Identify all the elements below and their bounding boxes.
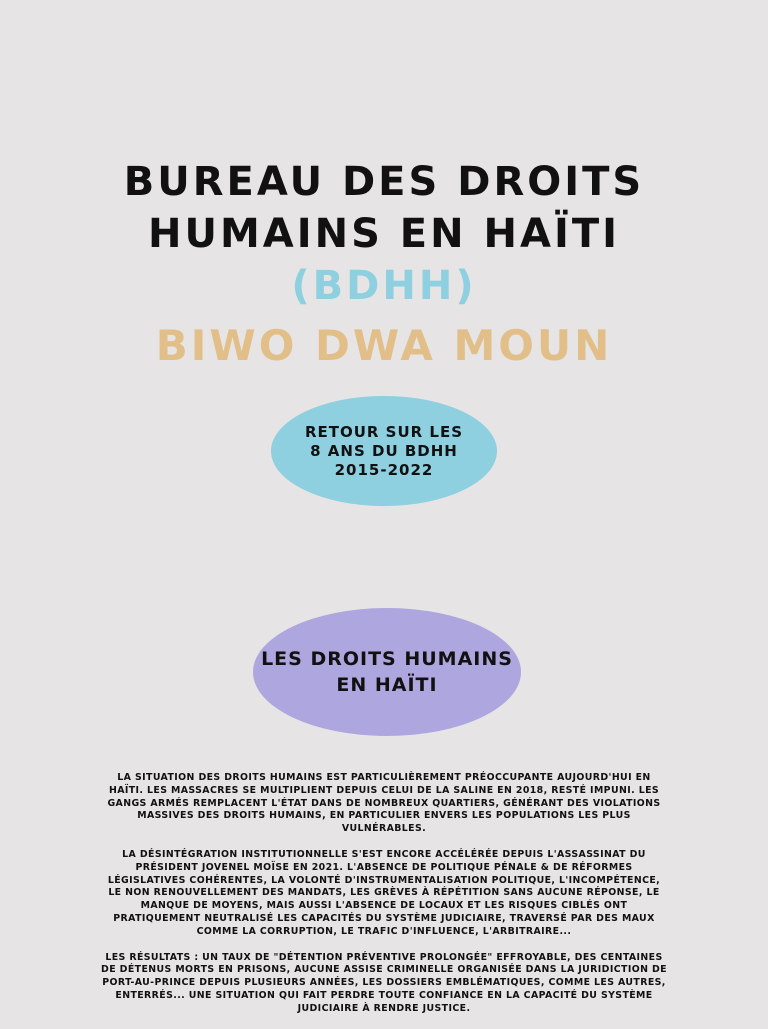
- body-text: [100, 772, 668, 1029]
- title-kreyol: BIWO DWA MOUN: [155, 321, 613, 370]
- retour-badge: [271, 396, 497, 506]
- title-line-2: HUMAINS EN HAÏTI: [147, 211, 621, 257]
- page-title: [0, 156, 768, 374]
- paragraph-desintegration: LA DÉSINTÉGRATION INSTITUTIONNELLE S'EST ENCORE ACCÉLÉRÉE DEPUIS L'ASSASSINAT DU PRÉSIDENT JOVENEL MOÏSE EN 2021. L'ABSENCE DE POLITIQUE PÉNALE & DE RÉFORMES LÉGISLATIVES COHÉRENTES, LA VOLONTÉ D'INSTRUMENTALISATION POLITIQUE, L'INCOMPÉTENCE, LE NON RENOUVELLEMENT DES MANDATS, LES GRÈVES À RÉPÉTITION SANS AUCUNE RÉPONSE, LE MANQUE DE MOYENS, MAIS AUSSI L'ABSENCE DE LOCAUX ET LES RISQUES CIBLÉS ONT PRATIQUEMENT NEUTRALISÉ LES CAPACITÉS DU SYSTÈME JUDICIAIRE, TRAVERSÉ PAR DES MAUX COMME LA CORRUPTION, LE TRAFIC D'INFLUENCE, L'ARBITRAIRE...: [107, 848, 661, 937]
- title-line-1: BUREAU DES DROITS: [123, 159, 645, 205]
- paragraph-situation: LA SITUATION DES DROITS HUMAINS EST PARTICULIÈREMENT PRÉOCCUPANTE AUJOURD'HUI EN HAÏTI. LES MASSACRES SE MULTIPLIENT DEPUIS CELUI DE LA SALINE EN 2018, RESTÉ IMPUNI. LES GANGS ARMÉS REMPLACENT L'ÉTAT DANS DE NOMBREUX QUARTIERS, GÉNÉRANT DES VIOLATIONS MASSIVES DES DROITS HUMAINS, EN PARTICULIER ENVERS LES POPULATIONS LES PLUS VULNÉRABLES.: [107, 772, 661, 835]
- retour-line-3: 2015-2022: [334, 460, 434, 479]
- droits-line-2: EN HAÏTI: [336, 674, 438, 696]
- retour-line-1: RETOUR SUR LES: [304, 422, 464, 441]
- droits-humains-badge: [253, 608, 521, 736]
- droits-line-1: LES DROITS HUMAINS: [261, 648, 513, 670]
- title-acronym: (BDHH): [291, 263, 477, 309]
- retour-line-2: 8 ANS DU BDHH: [310, 441, 458, 460]
- paragraph-resultats: LES RÉSULTATS : UN TAUX DE "DÉTENTION PRÉVENTIVE PROLONGÉE" EFFROYABLE, DES CENTAINES DE DÉTENUS MORTS EN PRISONS, AUCUNE ASSISE CRIMINELLE ORGANISÉE DANS LA JURIDICTION DE PORT-AU-PRINCE DEPUIS PLUSIEURS ANNÉES, LES DOSSIERS EMBLÉMATIQUES, COMME LES AUTRES, ENTERRÉS... UNE SITUATION QUI FAIT PERDRE TOUTE CONFIANCE EN LA CAPACITÉ DU SYSTÈME JUDICIAIRE À RENDRE JUSTICE.: [101, 951, 667, 1014]
